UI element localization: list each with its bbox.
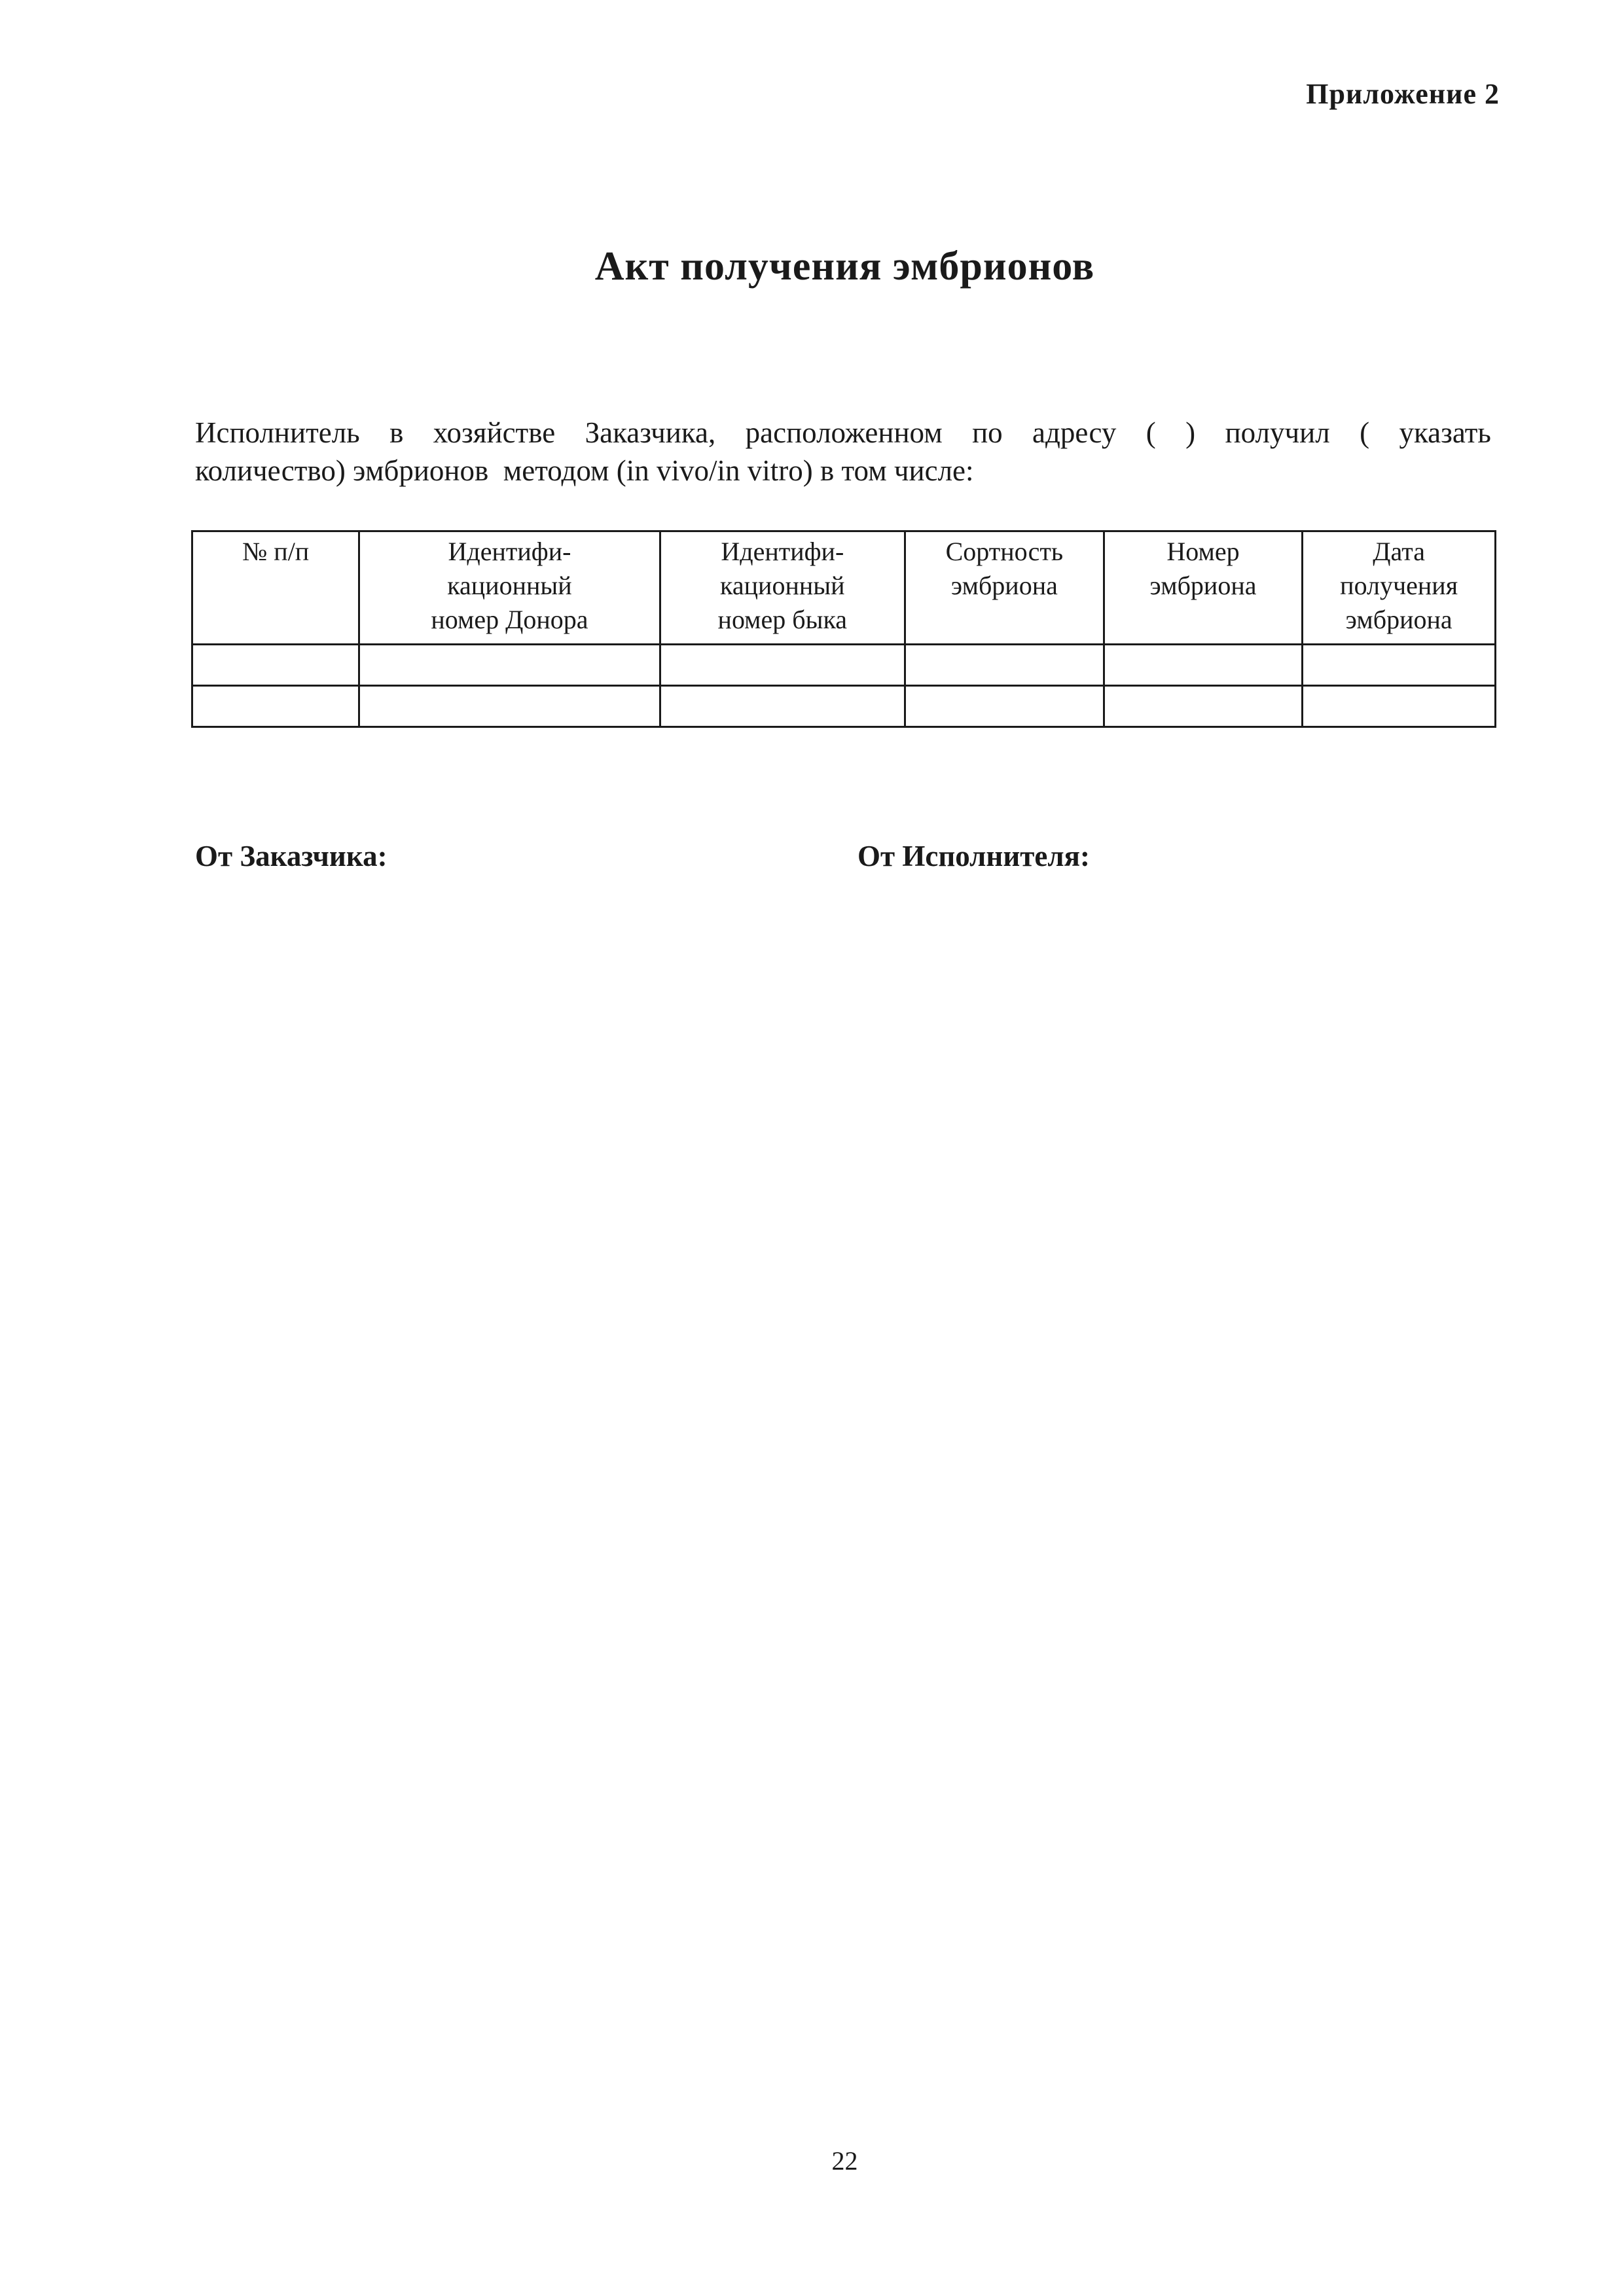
- intro-word: расположенном: [745, 416, 943, 449]
- contractor-signature-label: От Исполнителя:: [857, 840, 1090, 872]
- table-cell: [1303, 686, 1496, 727]
- appendix-label: Приложение 2: [1306, 78, 1500, 110]
- table-cell: [660, 686, 905, 727]
- header-number: [192, 531, 359, 645]
- header-text: Идентифи-: [721, 537, 844, 566]
- header-donor-id: [359, 531, 660, 645]
- document-title: Акт получения эмбрионов: [594, 244, 1095, 289]
- intro-word: указать: [1399, 416, 1491, 449]
- table-cell: [1104, 645, 1303, 686]
- header-text: кационный: [447, 571, 572, 600]
- header-text: Сортность: [945, 537, 1064, 566]
- header-embryo-number: [1104, 531, 1303, 645]
- intro-word: Заказчика,: [585, 416, 716, 449]
- table-cell: [192, 686, 359, 727]
- table-cell: [359, 645, 660, 686]
- intro-word: (: [1146, 416, 1156, 449]
- intro-line-1: [195, 414, 1491, 452]
- header-text: Идентифи-: [448, 537, 571, 566]
- header-text: получения: [1340, 571, 1458, 600]
- table-cell: [905, 645, 1104, 686]
- header-bull-id: [660, 531, 905, 645]
- intro-line-2: количество) эмбрионов методом (in vivo/in vitro) в том числе:: [195, 454, 974, 487]
- intro-word: Исполнитель: [195, 416, 360, 449]
- intro-word: ): [1185, 416, 1196, 449]
- table-row: [192, 645, 1496, 686]
- intro-word: получил: [1225, 416, 1330, 449]
- intro-word: (: [1360, 416, 1370, 449]
- table-cell: [192, 645, 359, 686]
- intro-paragraph: [195, 414, 1491, 490]
- header-embryo-grade: [905, 531, 1104, 645]
- intro-word: адресу: [1032, 416, 1117, 449]
- table-row: [192, 686, 1496, 727]
- header-text: эмбриона: [1149, 571, 1257, 600]
- header-text: кационный: [720, 571, 845, 600]
- intro-word: в: [389, 416, 404, 449]
- page-number: 22: [831, 2146, 858, 2176]
- table-cell: [905, 686, 1104, 727]
- table-header-row: [192, 531, 1496, 645]
- header-text: номер быка: [717, 605, 848, 634]
- header-text: Дата: [1373, 537, 1425, 566]
- header-receipt-date: [1303, 531, 1496, 645]
- table-cell: [1303, 645, 1496, 686]
- intro-word: хозяйстве: [433, 416, 556, 449]
- table-cell: [359, 686, 660, 727]
- header-text: № п/п: [242, 537, 310, 566]
- header-text: эмбриона: [950, 571, 1058, 600]
- header-text: Номер: [1166, 537, 1240, 566]
- intro-word: по: [972, 416, 1003, 449]
- table-cell: [660, 645, 905, 686]
- table-cell: [1104, 686, 1303, 727]
- embryo-table: [191, 530, 1496, 728]
- client-signature-label: От Заказчика:: [195, 840, 388, 872]
- header-text: номер Донора: [431, 605, 588, 634]
- header-text: эмбриона: [1345, 605, 1453, 634]
